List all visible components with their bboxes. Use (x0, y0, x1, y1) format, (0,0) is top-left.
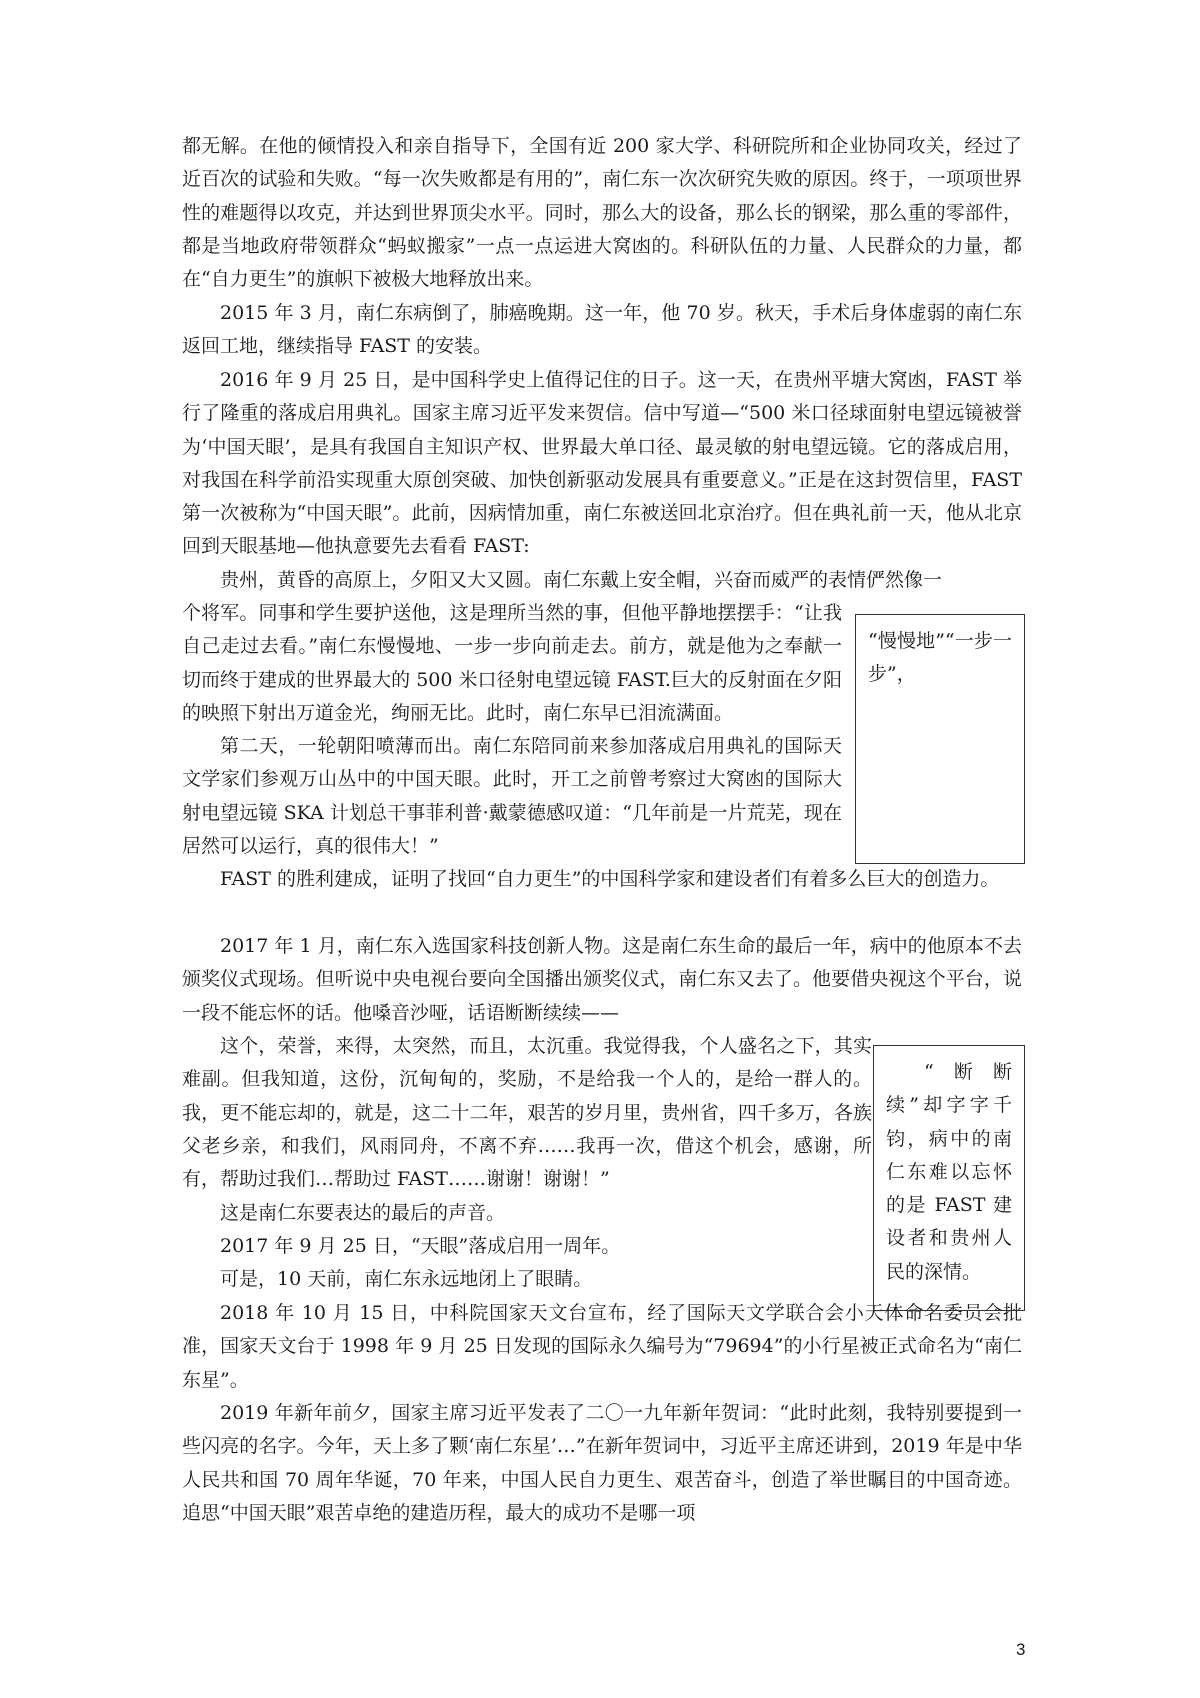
annotation-box-1: “慢慢地”“一步一步”， (855, 614, 1025, 864)
paragraph-8: 2017 年 1 月，南仁东入选国家科技创新人物。这是南仁东生命的最后一年，病中的他原本不去颁奖仪式现场。但听说中央电视台要向全国播出颁奖仪式，南仁东又去了。他要借央视这个平台，说一段不能忘怀的话。他嗓音沙哑，话语断断续续—— (182, 935, 1022, 1024)
paragraph-1: 都无解。在他的倾情投入和亲自指导下，全国有近 200 家大学、科研院所和企业协同攻关，经过了近百次的试验和失败。“每一次失败都是有用的”，南仁东一次次研究失败的原因。终于，一项项世界性的难题得以攻克，并达到世界顶尖水平。同时，那么大的设备，那么长的钢梁，那么重的零部件，都是当地政府带领群众“蚂蚁搬家”一点一点运进大窝凼的。科研队伍的力量、人民群众的力量，都在“自力更生”的旗帜下被极大地释放出来。 (182, 135, 1022, 291)
paragraph-9: 这个，荣誉，来得，太突然，而且，太沉重。我觉得我，个人盛名之下，其实难副。但我知道，这份，沉甸甸的，奖励，不是给我一个人的，是给一群人的。我，更不能忘却的，就是，这二十二年，艰苦的岁月里，贵州省，四千多万，各族父老乡亲，和我们，风雨同舟，不离不弃……我再一次，借这个机会，感谢，所有，帮助过我们…帮助过 FAST……谢谢！谢谢！” (182, 1035, 872, 1191)
paragraph-10: 这是南仁东要表达的最后的声音。 (220, 1202, 506, 1224)
paragraph-5: 个将军。同事和学生要护送他，这是理所当然的事，但他平静地摆摆手：“让我自己走过去看。”南仁东慢慢地、一步一步向前走去。前方，就是他为之奉献一切而终于建成的世界最大的 500 米口径射电望远镜 FAST.巨大的反射面在夕阳的映照下射出万道金光，绚丽无比。此时，南仁东早已泪流满面。 (182, 602, 842, 724)
paragraph-4: 贵州，黄昏的高原上，夕阳又大又圆。南仁东戴上安全帽，兴奋而威严的表情俨然像一 (220, 569, 943, 591)
paragraph-13: 2018 年 10 月 15 日，中科院国家天文台宣布，经了国际天文学联合会小天体命名委员会批准，国家天文台于 1998 年 9 月 25 日发现的国际永久编号为“79694”的小行星被正式命名为“南仁东星”。 (182, 1302, 1022, 1391)
paragraph-12: 可是，10 天前，南仁东永远地闭上了眼睛。 (220, 1268, 593, 1290)
annotation-box-2: “断断续”却字字千钧，病中的南仁东难以忘怀的是 FAST 建设者和贵州人民的深情。 (873, 1045, 1025, 1311)
paragraph-11: 2017 年 9 月 25 日，“天眼”落成启用一周年。 (220, 1235, 621, 1257)
paragraph-14: 2019 年新年前夕，国家主席习近平发表了二〇一九年新年贺词：“此时此刻，我特别要提到一些闪亮的名字。今年，天上多了颗‘南仁东星’…”在新年贺词中，习近平主席还讲到，2019 年是中华人民共和国 70 周年华诞，70 年来，中国人民自力更生、艰苦奋斗，创造了举世瞩目的中国奇迹。追思“中国天眼”艰苦卓绝的建造历程，最大的成功不是哪一项 (182, 1402, 1022, 1524)
paragraph-6: 第二天，一轮朝阳喷薄而出。南仁东陪同前来参加落成启用典礼的国际天文学家们参观万山丛中的中国天眼。此时，开工之前曾考察过大窝凼的国际大射电望远镜 SKA 计划总干事菲利普·戴蒙德感叹道：“几年前是一片荒芜，现在居然可以运行，真的很伟大！” (182, 735, 842, 857)
paragraph-2: 2015 年 3 月，南仁东病倒了，肺癌晚期。这一年，他 70 岁。秋天，手术后身体虚弱的南仁东返回工地，继续指导 FAST 的安装。 (182, 302, 1022, 358)
page-number: 3 (1016, 1640, 1026, 1659)
paragraph-3: 2016 年 9 月 25 日，是中国科学史上值得记住的日子。这一天，在贵州平塘大窝凼，FAST 举行了隆重的落成启用典礼。国家主席习近平发来贺信。信中写道—“500 米口径球面射电望远镜被誉为‘中国天眼’，是具有我国自主知识产权、世界最大单口径、最灵敏的射电望远镜。它的落成启用，对我国在科学前沿实现重大原创突破、加快创新驱动发展具有重要意义。”正是在这封贺信里，FAST 第一次被称为“中国天眼”。此前，因病情加重，南仁东被送回北京治疗。但在典礼前一天，他从北京回到天眼基地—他执意要先去看看 FAST: (182, 369, 1022, 558)
paragraph-7: FAST 的胜利建成，证明了找回“自力更生”的中国科学家和建设者们有着多么巨大的创造力。 (220, 868, 1000, 890)
